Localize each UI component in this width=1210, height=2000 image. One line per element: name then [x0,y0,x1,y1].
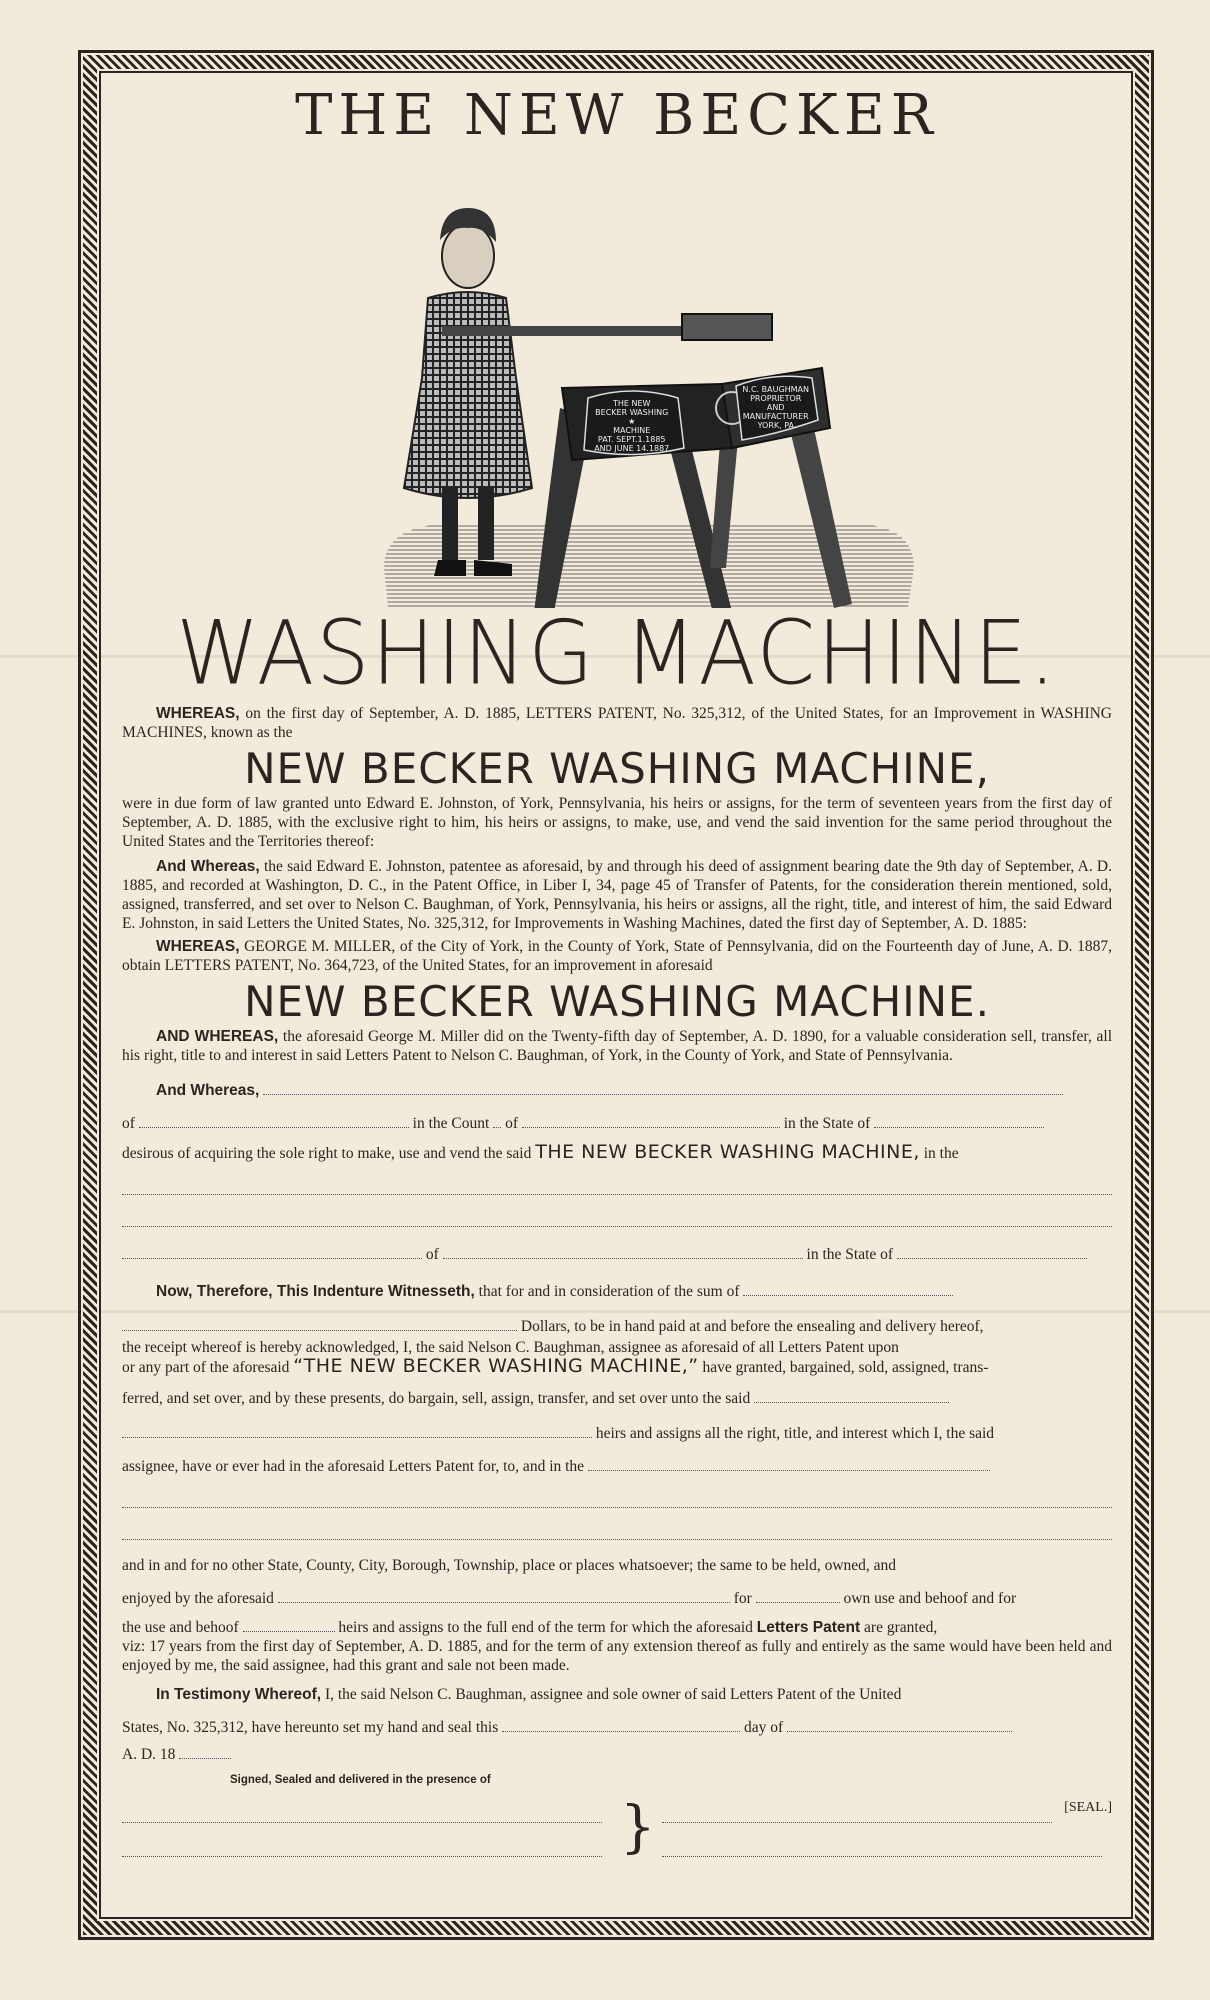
form-line-assignee: assignee, have or ever had in the aforesaid Letters Patent for, to, and in the [122,1457,1112,1476]
paragraph-whereas-miller: WHEREAS, GEORGE M. MILLER, of the City of York, in the County of York, State of Pennsylvania, did on the Fourteenth day of June, A. D. 1887, obtain LETTERS PATENT, No. 364,723, of the United States, for an improvement in aforesaid [122,938,1112,974]
girl-dress [404,292,532,498]
form-line-heirs: heirs and assigns all the right, title, and interest which I, the said [122,1424,1112,1443]
signed-label: Signed, Sealed and delivered in the presence of [230,1774,491,1786]
girl-shoe [434,560,466,576]
signature-area [122,1795,1112,1870]
girl-leg [478,488,494,560]
blank-field[interactable] [122,1246,422,1259]
paragraph-whereas-1: WHEREAS, on the first day of September, A. D. 1885, LETTERS PATENT, No. 325,312, of the United States, for an Improvement in WASHING MACHINES, known as the [122,705,1113,741]
brace-icon: } [620,1795,656,1860]
paragraph-and-whereas: And Whereas, the said Edward E. Johnston, patentee as aforesaid, by and through his deed of assignment bearing date the 9th day of September, A. D. 1885, and recorded at Washington, D. C., in the Patent Office, in Liber I, 34, page 45 of Transfer of Patents, for the consideration therein mentioned, sold, assigned, transferred, and set over to Nelson C. Baughman, of York, Pennsylvania, his heirs or assigns, all the right, title, and interest of him, the said Edward E. Johnston, in said Letters the United States, No. 325,312, for Improvements in Washing Machines, dated the first day of September, A. D. 1885: [122,858,1112,932]
engraving-illustration [122,148,1112,608]
form-line-dollars: Dollars, to be in hand paid at and before the ensealing and delivery hereof, [122,1317,1112,1336]
blank-field[interactable] [443,1246,803,1259]
form-line-and-whereas: And Whereas, [122,1081,1112,1100]
signature-line[interactable] [662,1810,1052,1823]
blank-line[interactable] [122,1538,1112,1540]
blank-field[interactable] [756,1590,840,1603]
plate-right-text: YORK, PA. [757,421,797,430]
blank-field[interactable] [897,1246,1087,1259]
plate-right-text: N.C. BAUGHMAN [742,385,810,394]
blank-field[interactable] [522,1115,780,1128]
paragraph-viz: viz: 17 years from the first day of September, A. D. 1885, and for the term of any extension thereof as fully and entirely as the same would have been held and enjoyed by me, the said assignee, had this grant and sale not been made. [122,1638,1112,1674]
paragraph-granted: were in due form of law granted unto Edward E. Johnston, of York, Pennsylvania, his heirs or assigns, for the term of seventeen years from the first day of September, A. D. 1885, with the exclusive right to him, his heirs or assigns, to make, use, and vend the said invention for the same period throughout the United States and the Territories thereof: [122,795,1112,850]
form-line-desirous: desirous of acquiring the sole right to make, use and vend the said THE NEW BECKER WASHING MACHINE, in the [122,1141,959,1163]
blank-field[interactable] [122,1318,517,1331]
girl-leg [442,488,458,560]
title-main: WASHING MACHINE. [176,601,1058,705]
blank-field[interactable] [787,1719,1012,1732]
blank-field[interactable] [122,1425,592,1438]
form-line-state: of in the State of [122,1245,1112,1264]
document-content [122,80,1112,1870]
plate-right-text: MANUFACTURER [742,412,809,421]
plate-left-text: AND JUNE 14.1887. [594,444,672,453]
form-line-enjoyed: enjoyed by the aforesaid for own use and behoof and for [122,1590,1017,1607]
paragraph-receipt: the receipt whereof is hereby acknowledged, I, the said Nelson C. Baughman, assignee as aforesaid of all Letters Patent upon [122,1339,899,1356]
form-line-now-therefore: Now, Therefore, This Indenture Witnesseth, that for and in consideration of the sum of [122,1282,1112,1301]
blank-line[interactable] [122,1193,1112,1195]
plate-left-text: ★ [628,417,636,426]
machine-wringer [682,314,772,340]
plate-left-text: THE NEW [613,399,651,408]
blank-field[interactable] [588,1458,990,1471]
blank-line[interactable] [122,1506,1112,1508]
plate-right-text: PROPRIETOR [750,394,802,403]
blank-line[interactable] [122,1225,1112,1227]
blank-field[interactable] [743,1283,953,1296]
blank-field[interactable] [874,1115,1044,1128]
signature-line[interactable] [662,1844,1102,1857]
paragraph-and-whereas-miller: AND WHEREAS, the aforesaid George M. Miller did on the Twenty-fifth day of September, A. D. 1890, for a valuable consideration sell, transfer, all his right, title to and interest in said Letters Patent to Nelson C. Baughman, of York, in the County of York, and State of Pennsylvania. [122,1028,1113,1064]
mid-title-2: NEW BECKER WASHING MACHINE. [244,977,990,1026]
form-line-behoof: the use and behoof heirs and assigns to the full end of the term for which the aforesaid Letters Patent are granted, [122,1619,938,1636]
blank-field[interactable] [179,1746,231,1759]
plate-left-text: MACHINE [613,426,651,435]
blank-field[interactable] [493,1115,501,1128]
seal-label: [SEAL.] [1064,1800,1112,1815]
plate-right-text: AND [766,403,785,412]
blank-field[interactable] [139,1115,409,1128]
form-line-testimony: In Testimony Whereof, I, the said Nelson C. Baughman, assignee and sole owner of said Letters Patent of the United [156,1686,902,1703]
blank-field[interactable] [243,1619,335,1632]
paragraph-any-part: or any part of the aforesaid “THE NEW BECKER WASHING MACHINE,” have granted, bargained, sold, assigned, trans- [122,1355,989,1377]
witness-line[interactable] [122,1810,602,1823]
form-line-and-in: and in and for no other State, County, City, Borough, Township, place or places whatsoever; the same to be held, owned, and [122,1557,897,1574]
blank-field[interactable] [278,1590,730,1603]
form-line-ferred: ferred, and set over, and by these presents, do bargain, sell, assign, transfer, and set over unto the said [122,1389,1112,1408]
blank-field[interactable] [502,1719,740,1732]
form-line-ad: A. D. 18 [122,1745,1112,1764]
plate-left-text: PAT. SEPT.1.1885 [597,435,666,444]
machine-lever [442,326,702,336]
girl-head [442,224,494,288]
title-top: THE NEW BECKER [295,83,939,148]
plate-left-text: BECKER WASHING [595,408,669,417]
mid-title-1: NEW BECKER WASHING MACHINE, [244,744,990,793]
form-line-county: of in the Count of in the State of [122,1114,1112,1133]
washing-machine-engraving [122,148,1112,608]
form-line-states: States, No. 325,312, have hereunto set my hand and seal this day of [122,1718,1112,1737]
witness-line[interactable] [122,1844,602,1857]
blank-field[interactable] [754,1390,949,1403]
blank-field[interactable] [263,1082,1063,1095]
